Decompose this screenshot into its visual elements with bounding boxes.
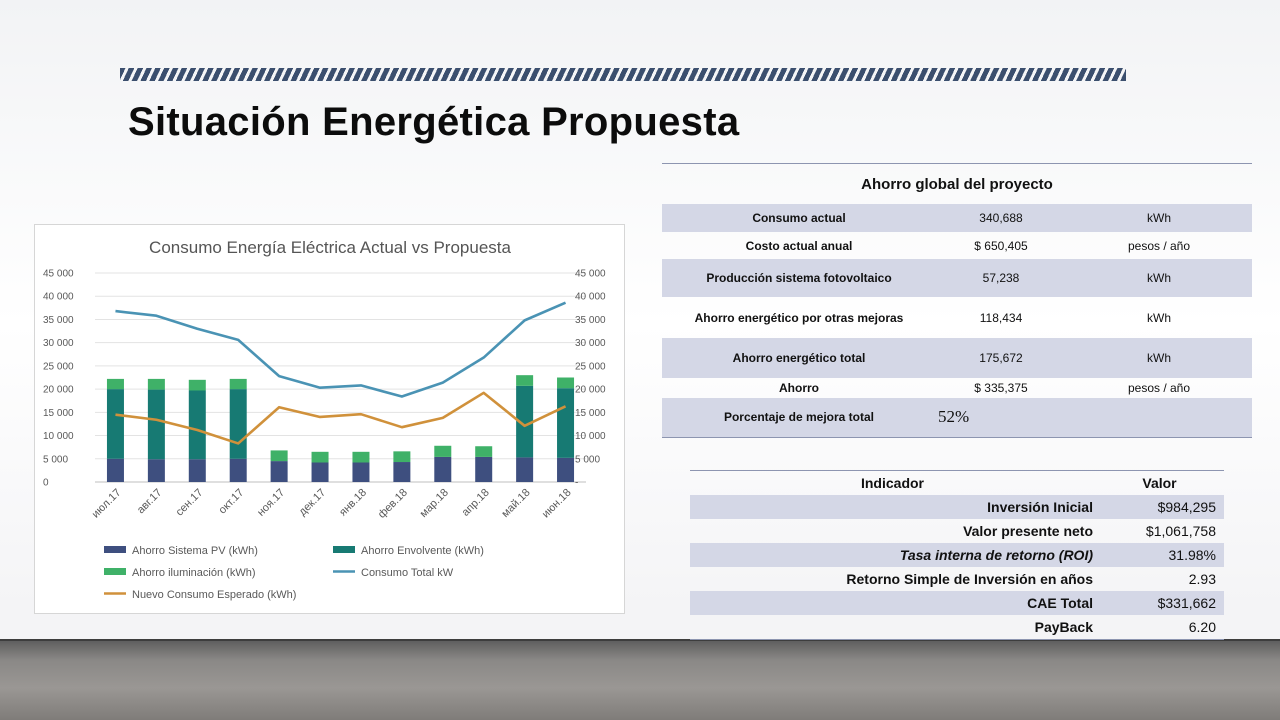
x-tick-label: окт.17 bbox=[216, 486, 247, 517]
y-tick-label-right: - bbox=[575, 477, 579, 489]
header-valor: Valor bbox=[1142, 475, 1177, 491]
slide-title: Situación Energética Propuesta bbox=[128, 100, 740, 144]
x-tick-label: мар.18 bbox=[417, 486, 451, 520]
bar bbox=[230, 459, 247, 482]
bar bbox=[475, 457, 492, 482]
x-tick-label: сен.17 bbox=[173, 486, 206, 519]
indicator-label: Inversión Inicial bbox=[690, 495, 1095, 519]
bar bbox=[189, 459, 206, 482]
legend-label: Nuevo Consumo Esperado (kWh) bbox=[132, 589, 297, 601]
x-tick-label: май.18 bbox=[499, 486, 533, 520]
chart-container bbox=[34, 224, 625, 614]
y-tick-label-left: 0 bbox=[43, 477, 49, 489]
x-tick-label: ноя.17 bbox=[255, 486, 288, 519]
bar bbox=[107, 379, 124, 389]
bar bbox=[230, 379, 247, 389]
bar bbox=[516, 457, 533, 482]
row-label: Ahorro energético total bbox=[662, 338, 936, 378]
bar bbox=[312, 452, 329, 463]
bar bbox=[557, 378, 574, 389]
x-tick-label: июн.18 bbox=[539, 486, 574, 521]
y-tick-label-left: 5 000 bbox=[43, 454, 69, 466]
legend-label: Ahorro Envolvente (kWh) bbox=[361, 545, 484, 557]
consumption-chart bbox=[35, 225, 624, 613]
legend-swatch bbox=[104, 568, 126, 575]
y-tick-label-right: 40 000 bbox=[575, 291, 606, 303]
bar bbox=[230, 389, 247, 459]
row-value: $ 650,405 bbox=[974, 238, 1028, 253]
series-line bbox=[115, 303, 565, 397]
table-row bbox=[690, 567, 1224, 591]
bar bbox=[107, 459, 124, 482]
table-row bbox=[662, 398, 1252, 437]
bar bbox=[148, 390, 165, 460]
indicator-value: $984,295 bbox=[1095, 495, 1224, 519]
y-tick-label-right: 35 000 bbox=[575, 314, 606, 326]
y-tick-label-right: 15 000 bbox=[575, 407, 606, 419]
row-label: Ahorro energético por otras mejoras bbox=[694, 310, 904, 325]
legend-swatch bbox=[333, 546, 355, 553]
y-tick-label-right: 45 000 bbox=[575, 268, 606, 280]
bar bbox=[189, 380, 206, 391]
row-label: Ahorro bbox=[779, 381, 819, 395]
table-row bbox=[690, 615, 1224, 640]
y-tick-label-left: 40 000 bbox=[43, 291, 74, 303]
y-tick-label-right: 5 000 bbox=[575, 454, 601, 466]
legend-label: Ahorro Sistema PV (kWh) bbox=[132, 545, 258, 557]
y-tick-label-left: 20 000 bbox=[43, 384, 74, 396]
y-tick-label-left: 30 000 bbox=[43, 338, 74, 350]
y-tick-label-left: 15 000 bbox=[43, 407, 74, 419]
bar bbox=[475, 446, 492, 457]
x-tick-label: апр.18 bbox=[459, 486, 492, 519]
table-row bbox=[662, 297, 1252, 338]
y-tick-label-right: 20 000 bbox=[575, 384, 606, 396]
row-label: Consumo actual bbox=[662, 204, 936, 232]
y-tick-label-left: 45 000 bbox=[43, 268, 74, 280]
row-unit: kWh bbox=[1066, 204, 1252, 232]
bar bbox=[148, 459, 165, 482]
x-tick-label: дек.17 bbox=[296, 486, 329, 519]
y-tick-label-left: 35 000 bbox=[43, 314, 74, 326]
x-tick-label: авг.17 bbox=[134, 486, 165, 517]
chart-title: Consumo Energía Eléctrica Actual vs Propuesta bbox=[149, 238, 511, 257]
row-value: 118,434 bbox=[979, 310, 1023, 325]
table-row bbox=[690, 591, 1224, 615]
bar bbox=[516, 375, 533, 386]
row-unit: kWh bbox=[1147, 310, 1171, 325]
indicator-value: 6.20 bbox=[1188, 619, 1216, 635]
row-unit: pesos / año bbox=[1127, 381, 1191, 395]
bar bbox=[557, 458, 574, 482]
indicator-label: PayBack bbox=[1034, 619, 1093, 635]
savings-table-header: Ahorro global del proyecto bbox=[861, 175, 1053, 193]
indicator-label: Valor presente neto bbox=[963, 523, 1093, 539]
percentage-label: Porcentaje de mejora total bbox=[662, 398, 936, 437]
bar bbox=[393, 451, 410, 462]
bar bbox=[271, 450, 288, 461]
row-unit: pesos / año bbox=[1127, 238, 1191, 253]
row-value: 175,672 bbox=[936, 338, 1066, 378]
y-tick-label-left: 25 000 bbox=[43, 361, 74, 373]
floor-background bbox=[0, 640, 1280, 720]
percentage-value: 52% bbox=[936, 398, 1252, 437]
bar bbox=[434, 457, 451, 482]
x-tick-label: янв.18 bbox=[337, 486, 370, 519]
table-row bbox=[662, 378, 1252, 398]
decorative-stripe bbox=[120, 68, 1126, 81]
bar bbox=[352, 462, 369, 482]
legend-label: Ahorro iluminación (kWh) bbox=[132, 567, 256, 579]
y-tick-label-right: 30 000 bbox=[575, 338, 606, 350]
bar bbox=[107, 389, 124, 459]
indicator-label: CAE Total bbox=[690, 591, 1095, 615]
indicators-table bbox=[690, 470, 1224, 640]
row-unit: kWh bbox=[1066, 259, 1252, 297]
y-tick-label-left: 10 000 bbox=[43, 431, 74, 443]
savings-table bbox=[662, 163, 1252, 438]
indicator-value: 2.93 bbox=[1188, 571, 1216, 587]
row-unit: kWh bbox=[1066, 338, 1252, 378]
bar bbox=[312, 462, 329, 482]
row-label: Producción sistema fotovoltaico bbox=[662, 259, 936, 297]
indicator-label: Tasa interna de retorno (ROI) bbox=[690, 543, 1095, 567]
legend-label: Consumo Total kW bbox=[361, 567, 454, 579]
indicator-value: $1,061,758 bbox=[1145, 523, 1216, 539]
table-row bbox=[690, 519, 1224, 543]
table-row bbox=[690, 495, 1224, 519]
legend-swatch bbox=[104, 546, 126, 553]
bar bbox=[434, 446, 451, 457]
bar bbox=[148, 379, 165, 390]
table-row bbox=[662, 259, 1252, 297]
row-value: $ 335,375 bbox=[974, 381, 1028, 395]
y-tick-label-right: 10 000 bbox=[575, 431, 606, 443]
x-tick-label: июл.17 bbox=[89, 486, 124, 521]
bar bbox=[557, 388, 574, 458]
header-indicador: Indicador bbox=[860, 475, 924, 491]
table-row bbox=[690, 543, 1224, 567]
table-row bbox=[662, 338, 1252, 378]
indicator-value: $331,662 bbox=[1095, 591, 1224, 615]
bar bbox=[189, 391, 206, 460]
bar bbox=[393, 462, 410, 482]
row-label: Costo actual anual bbox=[745, 238, 853, 253]
table-row bbox=[662, 232, 1252, 259]
row-value: 57,238 bbox=[936, 259, 1066, 297]
bar bbox=[352, 452, 369, 463]
indicator-value: 31.98% bbox=[1095, 543, 1224, 567]
x-tick-label: фев.18 bbox=[375, 486, 410, 521]
y-tick-label-right: 25 000 bbox=[575, 361, 606, 373]
row-value: 340,688 bbox=[936, 204, 1066, 232]
indicator-label: Retorno Simple de Inversión en años bbox=[846, 571, 1093, 587]
table-row bbox=[662, 204, 1252, 232]
bar bbox=[271, 461, 288, 482]
